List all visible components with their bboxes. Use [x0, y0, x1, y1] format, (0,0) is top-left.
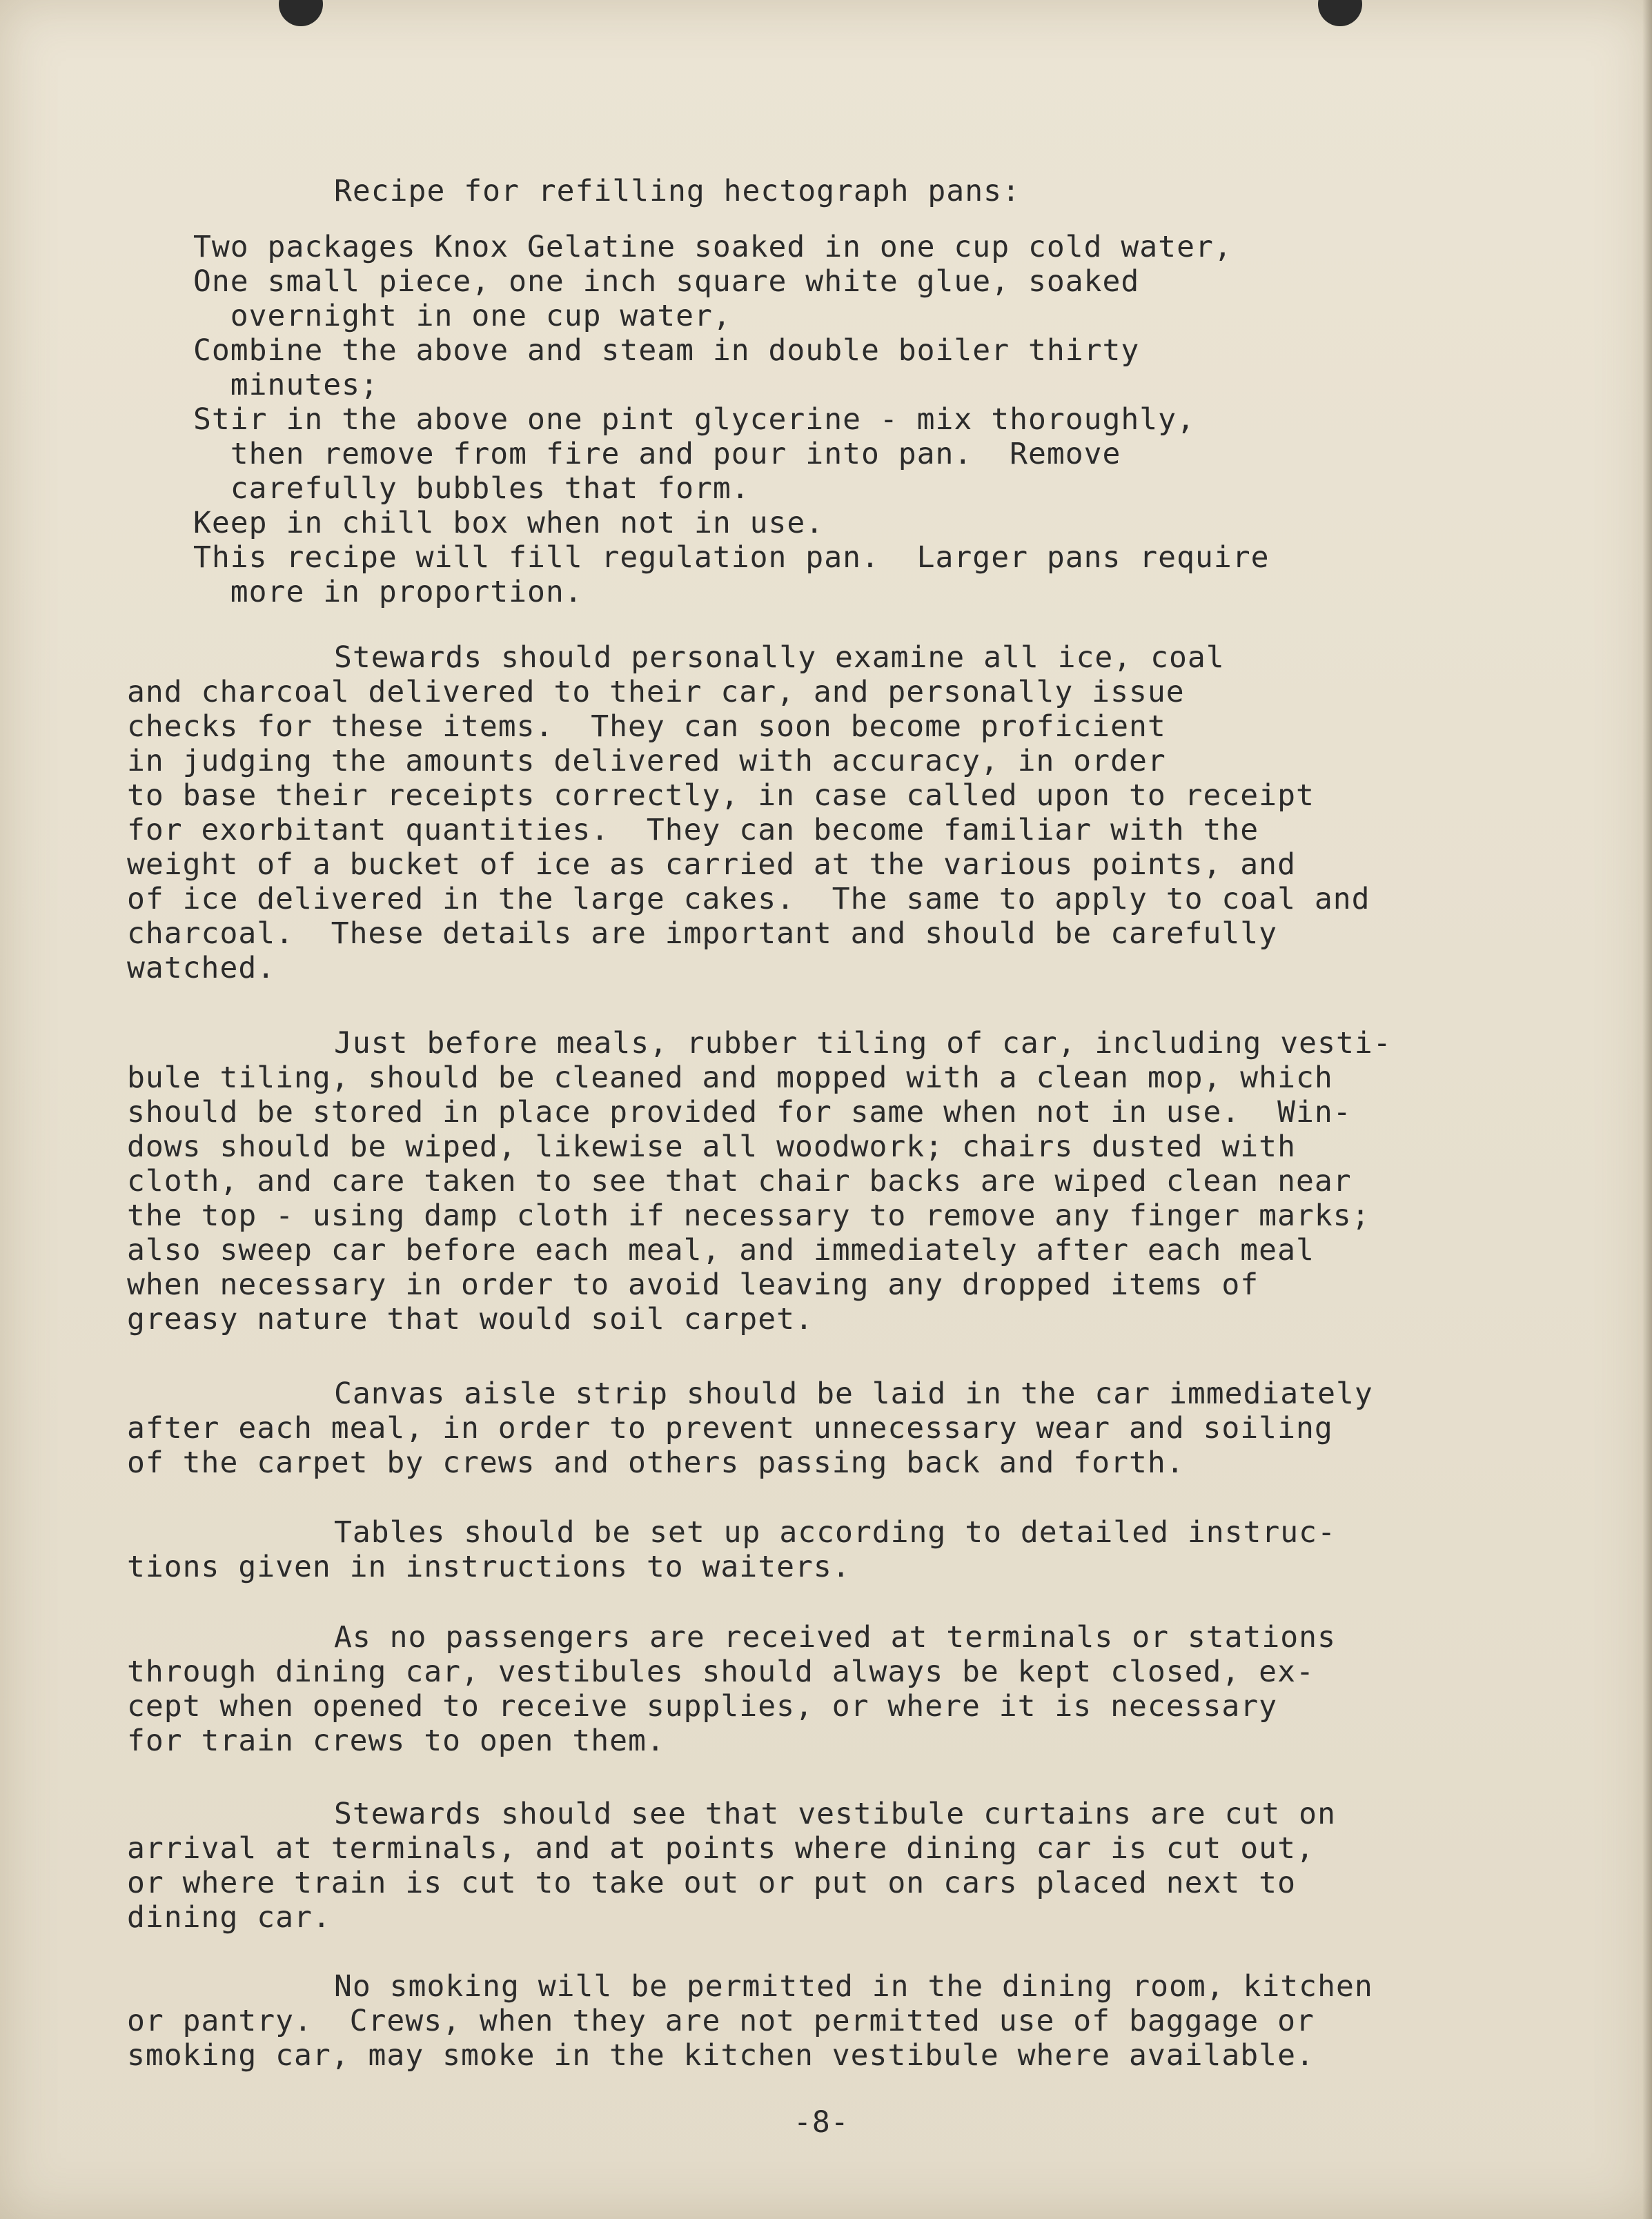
paragraph-table-setup: Tables should be set up according to detailed instruc- tions given in instructions to waiters.	[127, 1515, 1336, 1584]
punch-hole-left	[279, 0, 323, 26]
paragraph-cleaning-before-meals: Just before meals, rubber tiling of car, including vesti- bule tiling, should be cleaned and mopped with a clean mop, which should be stored in place provided for same when not in use. Win- dows should be wiped, likewise all woodwork; chairs dusted with cloth, and care taken to see that chair backs are wiped clean near the top - using damp cloth if necessary to remove any finger marks; also sweep car before each meal, and immediately after each meal when necessary in order to avoid leaving any dropped items of greasy nature that would soil carpet.	[127, 1026, 1392, 1337]
page-edge-shadow	[1642, 0, 1652, 2219]
paragraph-vestibules-closed: As no passengers are received at terminals or stations through dining car, vestibules should always be kept closed, ex- cept when opened to receive supplies, or where it is necessary for train crews to open them.	[127, 1620, 1336, 1758]
recipe-instructions: Two packages Knox Gelatine soaked in one cup cold water, One small piece, one inch square white glue, soaked overnight in one cup water, Combine the above and steam in double boiler thirty minutes; Stir in the above one pint glycerine - mix thoroughly, then remove from fire and pour into pan. Remove carefully bubbles that form. Keep in chill box when not in use. This recipe will fill regulation pan. Larger pans require more in proportion.	[193, 230, 1270, 609]
paragraph-canvas-aisle-strip: Canvas aisle strip should be laid in the car immediately after each meal, in order to prevent unnecessary wear and soiling of the carpet by crews and others passing back and forth.	[127, 1377, 1373, 1480]
paragraph-no-smoking: No smoking will be permitted in the dining room, kitchen or pantry. Crews, when they are not permitted use of baggage or smoking car, may smoke in the kitchen vestibule where available.	[127, 1969, 1373, 2073]
paragraph-vestibule-curtains: Stewards should see that vestibule curtains are cut on arrival at terminals, and at points where dining car is cut out, or where train is cut to take out or put on cars placed next to dining car.	[127, 1797, 1336, 1935]
punch-hole-right	[1318, 0, 1362, 26]
paragraph-ice-coal-charcoal: Stewards should personally examine all ice, coal and charcoal delivered to their car, and personally issue checks for these items. They can soon become proficient in judging the amounts delivered with accuracy, in order to base their receipts correctly, in case called upon to receipt for exorbitant quantities. They can become familiar with the weight of a bucket of ice as carried at the various points, and of ice delivered in the large cakes. The same to apply to coal and charcoal. These details are important and should be carefully watched.	[127, 640, 1370, 985]
recipe-heading: Recipe for refilling hectograph pans:	[334, 174, 1021, 208]
page-number: -8-	[794, 2105, 849, 2140]
